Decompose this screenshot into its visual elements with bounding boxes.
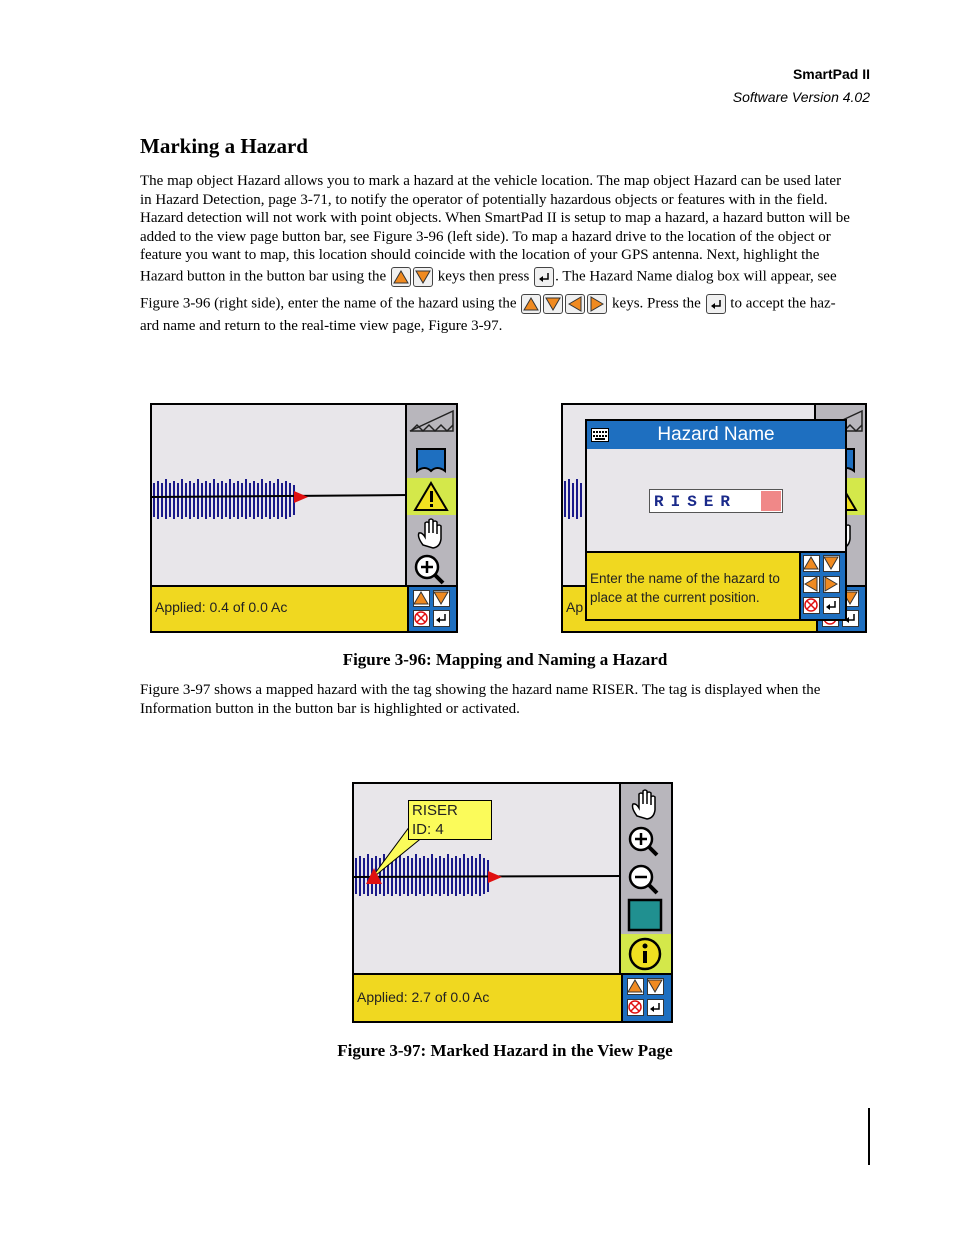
vehicle-arrow-icon <box>294 491 308 503</box>
zoom-in-button[interactable] <box>407 550 456 587</box>
para-line: Figure 3-97 shows a mapped hazard with the tag showing the hazard name RISER. The tag is displayed when the <box>140 682 821 698</box>
zoom-in-button[interactable] <box>621 821 671 858</box>
hazard-tag <box>408 800 492 840</box>
para-line: The map object Hazard allows you to mark a hazard at the vehicle location. The map object Hazard can be used later <box>140 173 842 189</box>
up-arrow-key-icon <box>391 267 411 287</box>
text-cursor <box>761 491 781 511</box>
text: to accept the haz- <box>730 294 836 311</box>
hazard-name-dialog <box>585 419 847 621</box>
view-page-screen <box>150 403 458 633</box>
hazard-button[interactable] <box>407 478 456 515</box>
enter-key-icon <box>534 267 554 287</box>
help-line: place at the current position. <box>590 590 760 605</box>
para-line: Hazard detection will not work with point objects. When SmartPad II is setup to map a hazard, a hazard button will be <box>140 210 850 226</box>
field-view-icon <box>621 896 670 933</box>
right-arrow-key-icon <box>587 294 607 314</box>
dialog-title: Hazard Name <box>657 424 775 445</box>
zoom-in-icon <box>621 821 670 858</box>
left-arrow-key-icon <box>565 294 585 314</box>
para-line <box>140 267 868 294</box>
cancel-key-icon[interactable] <box>413 610 430 627</box>
para-line: ard name and return to the real-time view page, Figure 3-97. <box>140 317 503 334</box>
help-line: Enter the name of the hazard to <box>590 571 780 586</box>
text: Hazard button in the button bar using the <box>140 267 387 284</box>
vehicle-arrow-icon <box>488 871 502 883</box>
map-area <box>152 405 408 587</box>
marked-hazard-screen <box>352 782 673 1023</box>
hazard-tag-name: RISER <box>412 802 458 819</box>
text: Figure 3-96 (right side), enter the name of the hazard using the <box>140 294 517 311</box>
up-arrow-key-icon[interactable] <box>413 590 430 607</box>
up-arrow-key-icon <box>521 294 541 314</box>
info-icon <box>621 934 670 974</box>
paragraph-figure97 <box>140 681 868 718</box>
para-line: added to the view page button bar, see Figure 3-96 (left side). To map a hazard drive to the location of the object or <box>140 228 831 245</box>
enter-key-icon[interactable] <box>433 610 450 627</box>
text: keys. Press the <box>612 294 701 311</box>
dialog-keypad <box>799 551 845 619</box>
para-line: feature you want to map, this location should coincide with the location of your GPS antenna. Next, highlight the <box>140 247 820 263</box>
down-arrow-key-icon[interactable] <box>647 978 664 995</box>
down-arrow-key-icon <box>543 294 563 314</box>
hazard-name-screen <box>561 403 867 633</box>
nav-keypad <box>407 585 456 631</box>
zoom-out-button[interactable] <box>621 859 671 896</box>
hazard-name-value: RISER <box>654 493 738 511</box>
status-bar: Applied: 0.4 of 0.0 Ac <box>152 585 409 631</box>
text: . The Hazard Name dialog box will appear, see <box>555 267 837 284</box>
pan-button[interactable] <box>621 784 671 821</box>
para-line: Information button in the button bar is highlighted or activated. <box>140 700 520 717</box>
down-arrow-key-icon <box>413 267 433 287</box>
field-view-button[interactable] <box>621 896 671 933</box>
enter-key-icon[interactable] <box>647 999 664 1016</box>
boom-icon <box>407 405 456 435</box>
information-button[interactable] <box>621 934 671 974</box>
down-arrow-key-icon[interactable] <box>433 590 450 607</box>
pan-button[interactable] <box>407 515 456 552</box>
page-edge-bar <box>868 1108 870 1165</box>
left-arrow-key-icon[interactable] <box>803 576 820 593</box>
zoom-in-icon <box>407 550 456 587</box>
cancel-key-icon[interactable] <box>803 597 820 614</box>
text: keys then press <box>437 267 530 284</box>
boundary-button[interactable] <box>407 441 456 478</box>
nav-keypad <box>621 973 671 1021</box>
header-version: Software Version 4.02 <box>732 89 870 105</box>
para-line: in Hazard Detection, page 3-71, to notify the operator of potentially hazardous objects or features with in the field. <box>140 191 828 208</box>
hazard-warning-icon <box>407 478 456 515</box>
status-bar: Ap <box>563 585 818 631</box>
boundary-icon <box>407 441 456 478</box>
zoom-out-icon <box>621 859 670 896</box>
hand-pan-icon <box>621 784 670 821</box>
keyboard-icon <box>591 428 609 442</box>
enter-key-icon <box>706 294 726 314</box>
boom-button[interactable] <box>407 405 456 442</box>
header-product: SmartPad II <box>792 66 870 82</box>
up-arrow-key-icon[interactable] <box>627 978 644 995</box>
section-title: Marking a Hazard <box>140 134 308 158</box>
hazard-name-input[interactable] <box>649 489 783 513</box>
hand-pan-icon <box>407 515 456 552</box>
figure-caption: Figure 3-96: Mapping and Naming a Hazard <box>342 650 668 669</box>
cancel-key-icon[interactable] <box>627 999 644 1016</box>
up-arrow-key-icon[interactable] <box>803 555 820 572</box>
dialog-help-text <box>587 551 801 619</box>
right-arrow-key-icon[interactable] <box>823 576 840 593</box>
coverage-swath <box>154 479 294 519</box>
hazard-tag-id: ID: 4 <box>412 821 444 838</box>
figure-caption: Figure 3-97: Marked Hazard in the View Page <box>337 1041 673 1060</box>
enter-key-icon[interactable] <box>823 597 840 614</box>
status-bar: Applied: 2.7 of 0.0 Ac <box>354 973 623 1021</box>
down-arrow-key-icon[interactable] <box>823 555 840 572</box>
paragraph-intro <box>140 172 868 335</box>
dialog-title-bar <box>587 421 845 449</box>
